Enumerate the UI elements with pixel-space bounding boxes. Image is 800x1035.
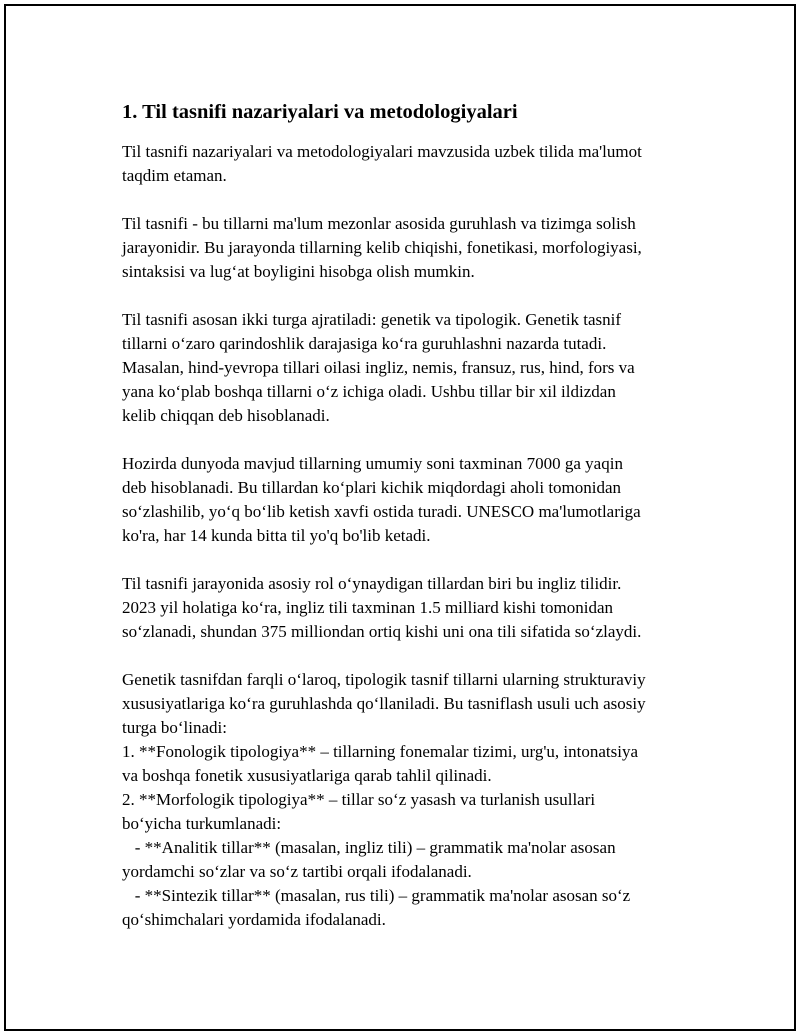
document-body	[122, 98, 702, 932]
list-item: 1. **Fonologik tipologiya** – tillarning fonemalar tizimi, urg'u, intonatsiya	[122, 742, 638, 761]
paragraph-line: tillarni o‘zaro qarindoshlik darajasiga ko‘ra guruhlashni nazarda tutadi.	[122, 334, 607, 353]
paragraph-line: Genetik tasnifdan farqli o‘laroq, tipologik tasnif tillarni ularning strukturaviy	[122, 670, 646, 689]
paragraph-intro	[122, 140, 702, 188]
paragraph-line: va boshqa fonetik xususiyatlariga qarab tahlil qilinadi.	[122, 766, 492, 785]
paragraph-line: yana ko‘plab boshqa tillarni o‘z ichiga oladi. Ushbu tillar bir xil ildizdan	[122, 382, 616, 401]
list-item: 2. **Morfologik tipologiya** – tillar so‘z yasash va turlanish usullari	[122, 790, 596, 809]
paragraph-line: taqdim etaman.	[122, 166, 227, 185]
paragraph-line: sintaksisi va lug‘at boyligini hisobga olish mumkin.	[122, 262, 475, 281]
paragraph-line: deb hisoblanadi. Bu tillardan ko‘plari kichik miqdordagi aholi tomonidan	[122, 478, 622, 497]
paragraph-line: 2023 yil holatiga ko‘ra, ingliz tili taxminan 1.5 milliard kishi tomonidan	[122, 598, 614, 617]
paragraph-line: so‘zlashilib, yo‘q bo‘lib ketish xavfi ostida turadi. UNESCO ma'lumotlariga	[122, 502, 641, 521]
paragraph-line: Hozirda dunyoda mavjud tillarning umumiy soni taxminan 7000 ga yaqin	[122, 454, 623, 473]
paragraph-line: so‘zlanadi, shundan 375 milliondan ortiq kishi uni ona tili sifatida so‘zlaydi.	[122, 622, 642, 641]
paragraph-typology	[122, 668, 702, 932]
paragraph-line: xususiyatlariga ko‘ra guruhlashda qo‘llaniladi. Bu tasniflash usuli uch asosiy	[122, 694, 646, 713]
paragraph-line: jarayonidir. Bu jarayonda tillarning kelib chiqishi, fonetikasi, morfologiyasi,	[122, 238, 642, 257]
paragraph-language-count	[122, 452, 702, 548]
paragraph-line: Masalan, hind-yevropa tillari oilasi ingliz, nemis, fransuz, rus, hind, fors va	[122, 358, 635, 377]
paragraph-genetic	[122, 308, 702, 428]
sub-list-item: - **Sintezik tillar** (masalan, rus tili) – grammatik ma'nolar asosan so‘z	[122, 886, 631, 905]
document-title: 1. Til tasnifi nazariyalari va metodologiyalari	[122, 101, 518, 123]
document-page	[4, 4, 796, 1031]
paragraph-line: Til tasnifi asosan ikki turga ajratiladi: genetik va tipologik. Genetik tasnif	[122, 310, 622, 329]
paragraph-line: kelib chiqqan deb hisoblanadi.	[122, 406, 330, 425]
paragraph-line: Til tasnifi - bu tillarni ma'lum mezonlar asosida guruhlash va tizimga solish	[122, 214, 636, 233]
paragraph-line: yordamchi so‘zlar va so‘z tartibi orqali ifodalanadi.	[122, 862, 472, 881]
paragraph-definition	[122, 212, 702, 284]
sub-list-item: - **Analitik tillar** (masalan, ingliz tili) – grammatik ma'nolar asosan	[122, 838, 616, 857]
paragraph-line: turga bo‘linadi:	[122, 718, 227, 737]
paragraph-line: qo‘shimchalari yordamida ifodalanadi.	[122, 910, 386, 929]
paragraph-line: ko'ra, har 14 kunda bitta til yo'q bo'lib ketadi.	[122, 526, 431, 545]
paragraph-english	[122, 572, 702, 644]
paragraph-line: Til tasnifi nazariyalari va metodologiyalari mavzusida uzbek tilida ma'lumot	[122, 142, 642, 161]
paragraph-line: Til tasnifi jarayonida asosiy rol o‘ynaydigan tillardan biri bu ingliz tilidir.	[122, 574, 622, 593]
paragraph-line: bo‘yicha turkumlanadi:	[122, 814, 282, 833]
